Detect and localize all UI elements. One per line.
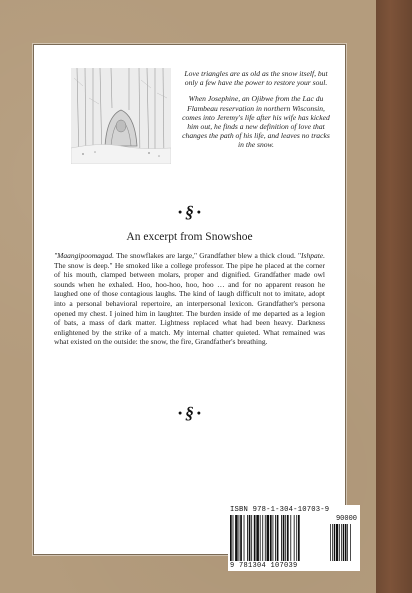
- book-spine: [376, 0, 412, 593]
- excerpt-text: [54, 251, 325, 347]
- blurb-synopsis: When Josephine, an Ojibwe from the Lac du Flambeau reservation in northern Wisconsin, comes into Jeremy's life after his wife has kicked him out, he finds a new definition of love that changes the path of his life, and leaves no tracks in the snow.: [182, 94, 330, 150]
- excerpt-text-part-1: The snowflakes are large," Grandfather blew a thick cloud. ": [114, 251, 302, 260]
- ornament-dot-icon: ●: [178, 208, 183, 217]
- excerpt-ojibwe-word-2: Ishpate.: [301, 251, 325, 260]
- blurb-tagline: Love triangles are as old as the snow itself, but only a few have the power to restore your soul.: [184, 69, 328, 88]
- excerpt-ojibwe-word-1: "Maangipoomagad.: [54, 251, 115, 260]
- ornament-dot-icon: ●: [196, 409, 201, 418]
- ornament-dot-icon: ●: [196, 208, 201, 217]
- barcode-digits: 9 781304 107039: [230, 562, 298, 570]
- ornament-dot-icon: ●: [178, 409, 183, 418]
- isbn-barcode: [228, 505, 360, 571]
- snowy-forest-illustration: [71, 68, 171, 164]
- isbn-number: ISBN 978-1-304-10703-9: [230, 506, 330, 514]
- snowy-forest-image: [71, 68, 171, 164]
- content-panel: [33, 44, 346, 555]
- isbn-price-addon: 90000: [335, 515, 357, 523]
- section-ornament-top: [34, 203, 345, 221]
- section-sign-icon: §: [185, 403, 194, 423]
- section-sign-icon: §: [185, 202, 194, 222]
- excerpt-text-part-2: The snow is deep." He smoked like a college professor. The pipe he placed at the corner of his mouth, clamped between molars, proper and dignified. Grandfather made owl sounds when he exhaled. Hoo, hoo-hoo, hoo, hoo … and for no apparent reason he laughed one of those contagious laughs. The kind of laugh difficult not to imitate, adopt into a personal behavioral repertoire, an interpersonal lexicon. Grandfather's persona opened my chest. I joined him in laughter. The burden inside of me departed as a legion of bats, a mass of dark matter. Lightness replaced what had been heavy. Darkness enlightened by the strike of a match. My internal chatter quieted. What remained was what existed on the outside: the snow, the fire, Grandfather's breathing.: [54, 260, 325, 347]
- section-ornament-bottom: [34, 404, 345, 422]
- back-cover-blurb: [181, 69, 331, 157]
- excerpt-title: An excerpt from Snowshoe: [126, 231, 253, 243]
